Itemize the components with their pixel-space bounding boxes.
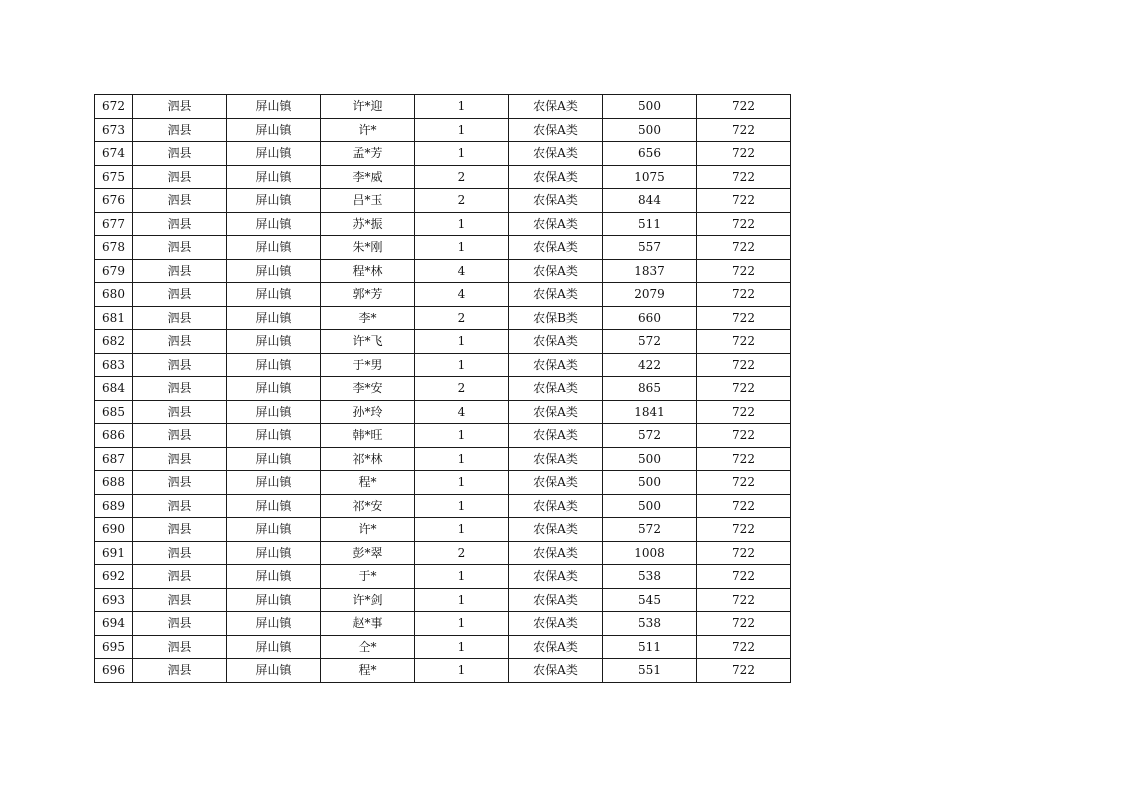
name-cell: 彭*翠 [321, 541, 415, 565]
county-cell: 泗县 [133, 95, 227, 119]
row-number-cell: 673 [95, 118, 133, 142]
name-cell: 苏*振 [321, 212, 415, 236]
table-row [95, 165, 791, 189]
table-row [95, 353, 791, 377]
county-cell: 泗县 [133, 565, 227, 589]
row-number-cell: 690 [95, 518, 133, 542]
amount-cell: 865 [603, 377, 697, 401]
row-number-cell: 675 [95, 165, 133, 189]
household-size-cell: 1 [415, 95, 509, 119]
town-cell: 屏山镇 [227, 565, 321, 589]
category-cell: 农保A类 [509, 424, 603, 448]
row-number-cell: 678 [95, 236, 133, 260]
name-cell: 程* [321, 471, 415, 495]
table-row [95, 635, 791, 659]
name-cell: 吕*玉 [321, 189, 415, 213]
row-number-cell: 695 [95, 635, 133, 659]
household-size-cell: 1 [415, 330, 509, 354]
household-size-cell: 1 [415, 565, 509, 589]
table-row [95, 259, 791, 283]
row-number-cell: 692 [95, 565, 133, 589]
name-cell: 朱*刚 [321, 236, 415, 260]
household-size-cell: 1 [415, 471, 509, 495]
table-row [95, 565, 791, 589]
amount-cell: 572 [603, 518, 697, 542]
standard-cell: 722 [697, 494, 791, 518]
household-size-cell: 1 [415, 659, 509, 683]
household-size-cell: 2 [415, 541, 509, 565]
town-cell: 屏山镇 [227, 118, 321, 142]
name-cell: 于* [321, 565, 415, 589]
household-size-cell: 1 [415, 142, 509, 166]
standard-cell: 722 [697, 541, 791, 565]
county-cell: 泗县 [133, 283, 227, 307]
town-cell: 屏山镇 [227, 283, 321, 307]
amount-cell: 422 [603, 353, 697, 377]
town-cell: 屏山镇 [227, 330, 321, 354]
amount-cell: 2079 [603, 283, 697, 307]
county-cell: 泗县 [133, 612, 227, 636]
standard-cell: 722 [697, 588, 791, 612]
town-cell: 屏山镇 [227, 353, 321, 377]
standard-cell: 722 [697, 659, 791, 683]
household-size-cell: 1 [415, 447, 509, 471]
row-number-cell: 686 [95, 424, 133, 448]
table-row [95, 306, 791, 330]
name-cell: 祁*林 [321, 447, 415, 471]
name-cell: 祁*安 [321, 494, 415, 518]
amount-cell: 500 [603, 95, 697, 119]
town-cell: 屏山镇 [227, 518, 321, 542]
household-size-cell: 1 [415, 212, 509, 236]
standard-cell: 722 [697, 353, 791, 377]
category-cell: 农保A类 [509, 165, 603, 189]
county-cell: 泗县 [133, 541, 227, 565]
standard-cell: 722 [697, 259, 791, 283]
amount-cell: 538 [603, 612, 697, 636]
amount-cell: 545 [603, 588, 697, 612]
row-number-cell: 696 [95, 659, 133, 683]
category-cell: 农保A类 [509, 447, 603, 471]
row-number-cell: 681 [95, 306, 133, 330]
row-number-cell: 679 [95, 259, 133, 283]
category-cell: 农保A类 [509, 518, 603, 542]
standard-cell: 722 [697, 95, 791, 119]
name-cell: 韩*旺 [321, 424, 415, 448]
amount-cell: 660 [603, 306, 697, 330]
row-number-cell: 683 [95, 353, 133, 377]
category-cell: 农保A类 [509, 142, 603, 166]
household-size-cell: 1 [415, 612, 509, 636]
county-cell: 泗县 [133, 659, 227, 683]
row-number-cell: 682 [95, 330, 133, 354]
county-cell: 泗县 [133, 518, 227, 542]
county-cell: 泗县 [133, 494, 227, 518]
name-cell: 孙*玲 [321, 400, 415, 424]
row-number-cell: 687 [95, 447, 133, 471]
category-cell: 农保A类 [509, 471, 603, 495]
table-row [95, 518, 791, 542]
row-number-cell: 694 [95, 612, 133, 636]
category-cell: 农保A类 [509, 541, 603, 565]
table-row [95, 236, 791, 260]
town-cell: 屏山镇 [227, 447, 321, 471]
name-cell: 许*剑 [321, 588, 415, 612]
standard-cell: 722 [697, 635, 791, 659]
category-cell: 农保A类 [509, 283, 603, 307]
household-size-cell: 1 [415, 353, 509, 377]
row-number-cell: 676 [95, 189, 133, 213]
category-cell: 农保B类 [509, 306, 603, 330]
row-number-cell: 674 [95, 142, 133, 166]
row-number-cell: 688 [95, 471, 133, 495]
amount-cell: 844 [603, 189, 697, 213]
amount-cell: 1075 [603, 165, 697, 189]
data-table [94, 94, 791, 683]
category-cell: 农保A类 [509, 565, 603, 589]
name-cell: 郭*芳 [321, 283, 415, 307]
standard-cell: 722 [697, 424, 791, 448]
town-cell: 屏山镇 [227, 588, 321, 612]
standard-cell: 722 [697, 212, 791, 236]
category-cell: 农保A类 [509, 259, 603, 283]
county-cell: 泗县 [133, 471, 227, 495]
table-row [95, 212, 791, 236]
county-cell: 泗县 [133, 259, 227, 283]
table-row [95, 330, 791, 354]
town-cell: 屏山镇 [227, 259, 321, 283]
category-cell: 农保A类 [509, 635, 603, 659]
table-row [95, 283, 791, 307]
county-cell: 泗县 [133, 118, 227, 142]
county-cell: 泗县 [133, 330, 227, 354]
standard-cell: 722 [697, 283, 791, 307]
amount-cell: 511 [603, 635, 697, 659]
name-cell: 孟*芳 [321, 142, 415, 166]
amount-cell: 557 [603, 236, 697, 260]
amount-cell: 572 [603, 330, 697, 354]
town-cell: 屏山镇 [227, 400, 321, 424]
household-size-cell: 4 [415, 283, 509, 307]
standard-cell: 722 [697, 118, 791, 142]
amount-cell: 538 [603, 565, 697, 589]
standard-cell: 722 [697, 471, 791, 495]
county-cell: 泗县 [133, 400, 227, 424]
standard-cell: 722 [697, 142, 791, 166]
name-cell: 程* [321, 659, 415, 683]
standard-cell: 722 [697, 189, 791, 213]
table-row [95, 424, 791, 448]
household-size-cell: 1 [415, 118, 509, 142]
county-cell: 泗县 [133, 306, 227, 330]
table-row [95, 95, 791, 119]
standard-cell: 722 [697, 377, 791, 401]
table-body [95, 95, 791, 683]
standard-cell: 722 [697, 612, 791, 636]
town-cell: 屏山镇 [227, 494, 321, 518]
household-size-cell: 1 [415, 494, 509, 518]
county-cell: 泗县 [133, 353, 227, 377]
table-row [95, 447, 791, 471]
row-number-cell: 684 [95, 377, 133, 401]
table-row [95, 142, 791, 166]
table-row [95, 471, 791, 495]
county-cell: 泗县 [133, 377, 227, 401]
town-cell: 屏山镇 [227, 612, 321, 636]
category-cell: 农保A类 [509, 353, 603, 377]
row-number-cell: 691 [95, 541, 133, 565]
town-cell: 屏山镇 [227, 212, 321, 236]
town-cell: 屏山镇 [227, 142, 321, 166]
household-size-cell: 1 [415, 236, 509, 260]
town-cell: 屏山镇 [227, 189, 321, 213]
name-cell: 仝* [321, 635, 415, 659]
county-cell: 泗县 [133, 424, 227, 448]
household-size-cell: 2 [415, 165, 509, 189]
county-cell: 泗县 [133, 189, 227, 213]
name-cell: 赵*事 [321, 612, 415, 636]
row-number-cell: 685 [95, 400, 133, 424]
county-cell: 泗县 [133, 635, 227, 659]
table-row [95, 118, 791, 142]
county-cell: 泗县 [133, 212, 227, 236]
household-size-cell: 1 [415, 635, 509, 659]
town-cell: 屏山镇 [227, 424, 321, 448]
county-cell: 泗县 [133, 588, 227, 612]
household-size-cell: 1 [415, 588, 509, 612]
category-cell: 农保A类 [509, 377, 603, 401]
standard-cell: 722 [697, 330, 791, 354]
category-cell: 农保A类 [509, 659, 603, 683]
county-cell: 泗县 [133, 236, 227, 260]
row-number-cell: 680 [95, 283, 133, 307]
standard-cell: 722 [697, 447, 791, 471]
standard-cell: 722 [697, 565, 791, 589]
amount-cell: 1008 [603, 541, 697, 565]
row-number-cell: 693 [95, 588, 133, 612]
category-cell: 农保A类 [509, 95, 603, 119]
name-cell: 许* [321, 118, 415, 142]
town-cell: 屏山镇 [227, 471, 321, 495]
standard-cell: 722 [697, 400, 791, 424]
town-cell: 屏山镇 [227, 377, 321, 401]
amount-cell: 551 [603, 659, 697, 683]
category-cell: 农保A类 [509, 400, 603, 424]
amount-cell: 500 [603, 471, 697, 495]
category-cell: 农保A类 [509, 118, 603, 142]
standard-cell: 722 [697, 518, 791, 542]
table-row [95, 377, 791, 401]
name-cell: 许* [321, 518, 415, 542]
town-cell: 屏山镇 [227, 635, 321, 659]
row-number-cell: 677 [95, 212, 133, 236]
name-cell: 李*安 [321, 377, 415, 401]
table-row [95, 588, 791, 612]
name-cell: 许*迎 [321, 95, 415, 119]
amount-cell: 1837 [603, 259, 697, 283]
row-number-cell: 672 [95, 95, 133, 119]
amount-cell: 656 [603, 142, 697, 166]
amount-cell: 511 [603, 212, 697, 236]
standard-cell: 722 [697, 236, 791, 260]
table-row [95, 541, 791, 565]
town-cell: 屏山镇 [227, 95, 321, 119]
household-size-cell: 4 [415, 400, 509, 424]
household-size-cell: 2 [415, 377, 509, 401]
name-cell: 于*男 [321, 353, 415, 377]
table-row [95, 612, 791, 636]
town-cell: 屏山镇 [227, 541, 321, 565]
category-cell: 农保A类 [509, 212, 603, 236]
name-cell: 李*威 [321, 165, 415, 189]
county-cell: 泗县 [133, 447, 227, 471]
household-size-cell: 1 [415, 518, 509, 542]
household-size-cell: 1 [415, 424, 509, 448]
household-size-cell: 2 [415, 306, 509, 330]
town-cell: 屏山镇 [227, 236, 321, 260]
table-row [95, 659, 791, 683]
category-cell: 农保A类 [509, 236, 603, 260]
household-size-cell: 4 [415, 259, 509, 283]
household-size-cell: 2 [415, 189, 509, 213]
category-cell: 农保A类 [509, 494, 603, 518]
county-cell: 泗县 [133, 165, 227, 189]
standard-cell: 722 [697, 165, 791, 189]
amount-cell: 500 [603, 447, 697, 471]
name-cell: 李* [321, 306, 415, 330]
standard-cell: 722 [697, 306, 791, 330]
category-cell: 农保A类 [509, 588, 603, 612]
category-cell: 农保A类 [509, 189, 603, 213]
name-cell: 许*飞 [321, 330, 415, 354]
category-cell: 农保A类 [509, 612, 603, 636]
category-cell: 农保A类 [509, 330, 603, 354]
county-cell: 泗县 [133, 142, 227, 166]
table-row [95, 189, 791, 213]
name-cell: 程*林 [321, 259, 415, 283]
amount-cell: 500 [603, 494, 697, 518]
town-cell: 屏山镇 [227, 659, 321, 683]
town-cell: 屏山镇 [227, 165, 321, 189]
table-row [95, 494, 791, 518]
row-number-cell: 689 [95, 494, 133, 518]
amount-cell: 1841 [603, 400, 697, 424]
amount-cell: 572 [603, 424, 697, 448]
table-row [95, 400, 791, 424]
town-cell: 屏山镇 [227, 306, 321, 330]
amount-cell: 500 [603, 118, 697, 142]
